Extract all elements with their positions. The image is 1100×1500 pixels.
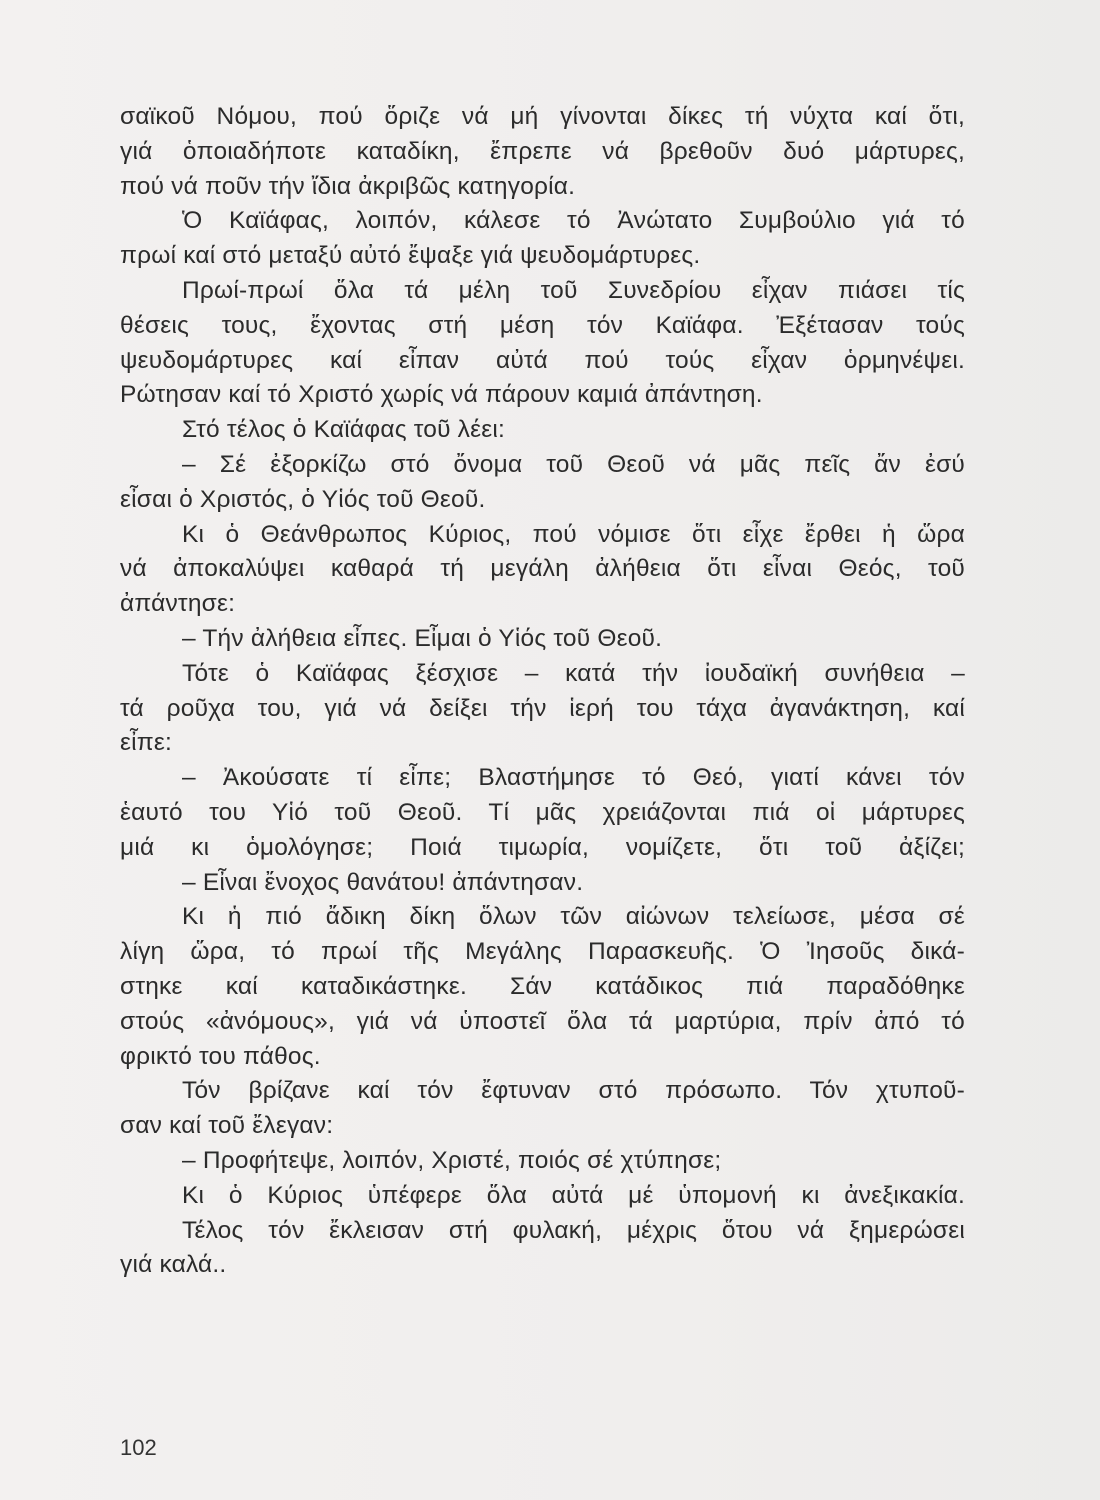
text-line: εἶπε: xyxy=(120,729,172,757)
text-line: Κι ὁ Κύριος ὑπέφερε ὅλα αὐτά μέ ὑπομονή κι ἀνεξικακία. xyxy=(182,1181,965,1209)
text-line: ἑαυτό του Υἱό τοῦ Θεοῦ. Τί μᾶς χρειάζονται πιά οἱ μάρτυρες xyxy=(120,798,965,826)
text-line: στηκε καί καταδικάστηκε. Σάν κατάδικος πιά παραδόθηκε xyxy=(120,972,965,1000)
text-line: εἶσαι ὁ Χριστός, ὁ Υἱός τοῦ Θεοῦ. xyxy=(120,485,486,513)
text-line: γιά καλά.. xyxy=(120,1251,227,1279)
text-line: γιά ὁποιαδήποτε καταδίκη, ἔπρεπε νά βρεθοῦν δυό μάρτυρες, xyxy=(120,137,965,165)
body-text xyxy=(120,100,965,1283)
text-line: – Σέ ἐξορκίζω στό ὄνομα τοῦ Θεοῦ νά μᾶς πεῖς ἄν ἐσύ xyxy=(182,450,965,478)
text-line: σαϊκοῦ Νόμου, πού ὅριζε νά μή γίνονται δίκες τή νύχτα καί ὅτι, xyxy=(120,103,965,130)
text-line: Τέλος τόν ἔκλεισαν στή φυλακή, μέχρις ὅτου νά ξημερώσει xyxy=(182,1216,965,1244)
text-line: σαν καί τοῦ ἔλεγαν: xyxy=(120,1112,334,1140)
text-line: Στό τέλος ὁ Καϊάφας τοῦ λέει: xyxy=(182,416,506,444)
text-line: – Προφήτεψε, λοιπόν, Χριστέ, ποιός σέ χτύπησε; xyxy=(182,1146,722,1174)
text-line: Κι ὁ Θεάνθρωπος Κύριος, πού νόμισε ὅτι εἶχε ἔρθει ἡ ὥρα xyxy=(182,520,965,548)
text-line: ψευδομάρτυρες καί εἶπαν αὐτά πού τούς εἶχαν ὁρμηνέψει. xyxy=(120,346,965,374)
text-line: φρικτό του πάθος. xyxy=(120,1042,321,1070)
text-line: νά ἀποκαλύψει καθαρά τή μεγάλη ἀλήθεια ὅτι εἶναι Θεός, τοῦ xyxy=(120,555,965,583)
text-line: – Εἶναι ἔνοχος θανάτου! ἀπάντησαν. xyxy=(182,868,584,896)
text-line: Τόν βρίζανε καί τόν ἔφτυναν στό πρόσωπο. Τόν χτυποῦ- xyxy=(182,1077,965,1105)
page-number: 102 xyxy=(120,1435,157,1460)
text-line: πρωί καί στό μεταξύ αὐτό ἔψαξε γιά ψευδομάρτυρες. xyxy=(120,242,701,270)
text-line: τά ροῦχα του, γιά νά δείξει τήν ἱερή του τάχα ἀγανάκτηση, καί xyxy=(120,694,965,722)
text-line: μιά κι ὁμολόγησε; Ποιά τιμωρία, νομίζετε, ὅτι τοῦ ἀξίζει; xyxy=(120,833,965,861)
text-line: λίγη ὥρα, τό πρωί τῆς Μεγάλης Παρασκευῆς. Ὁ Ἰησοῦς δικά- xyxy=(120,938,965,966)
text-line: Ὁ Καϊάφας, λοιπόν, κάλεσε τό Ἀνώτατο Συμβούλιο γιά τό xyxy=(182,207,965,235)
text-line: ἀπάντησε: xyxy=(120,590,236,618)
text-line: πού νά ποῦν τήν ἴδια ἀκριβῶς κατηγορία. xyxy=(120,172,576,200)
text-line: στούς «ἀνόμους», γιά νά ὑποστεῖ ὅλα τά μαρτύρια, πρίν ἀπό τό xyxy=(120,1007,965,1035)
text-line: Τότε ὁ Καϊάφας ξέσχισε – κατά τήν ἰουδαϊκή συνήθεια – xyxy=(182,659,965,687)
text-line: Πρωί-πρωί ὅλα τά μέλη τοῦ Συνεδρίου εἶχαν πιάσει τίς xyxy=(182,276,965,304)
text-line: Κι ἡ πιό ἄδικη δίκη ὅλων τῶν αἰώνων τελείωσε, μέσα σέ xyxy=(182,903,965,931)
text-line: θέσεις τους, ἔχοντας στή μέση τόν Καϊάφα. Ἐξέτασαν τούς xyxy=(120,311,965,339)
text-line: Ρώτησαν καί τό Χριστό χωρίς νά πάρουν καμιά ἀπάντηση. xyxy=(120,381,763,409)
text-line: – Ἀκούσατε τί εἶπε; Βλαστήμησε τό Θεό, γιατί κάνει τόν xyxy=(182,764,965,792)
text-line: – Τήν ἀλήθεια εἶπες. Εἶμαι ὁ Υἱός τοῦ Θεοῦ. xyxy=(182,624,663,652)
